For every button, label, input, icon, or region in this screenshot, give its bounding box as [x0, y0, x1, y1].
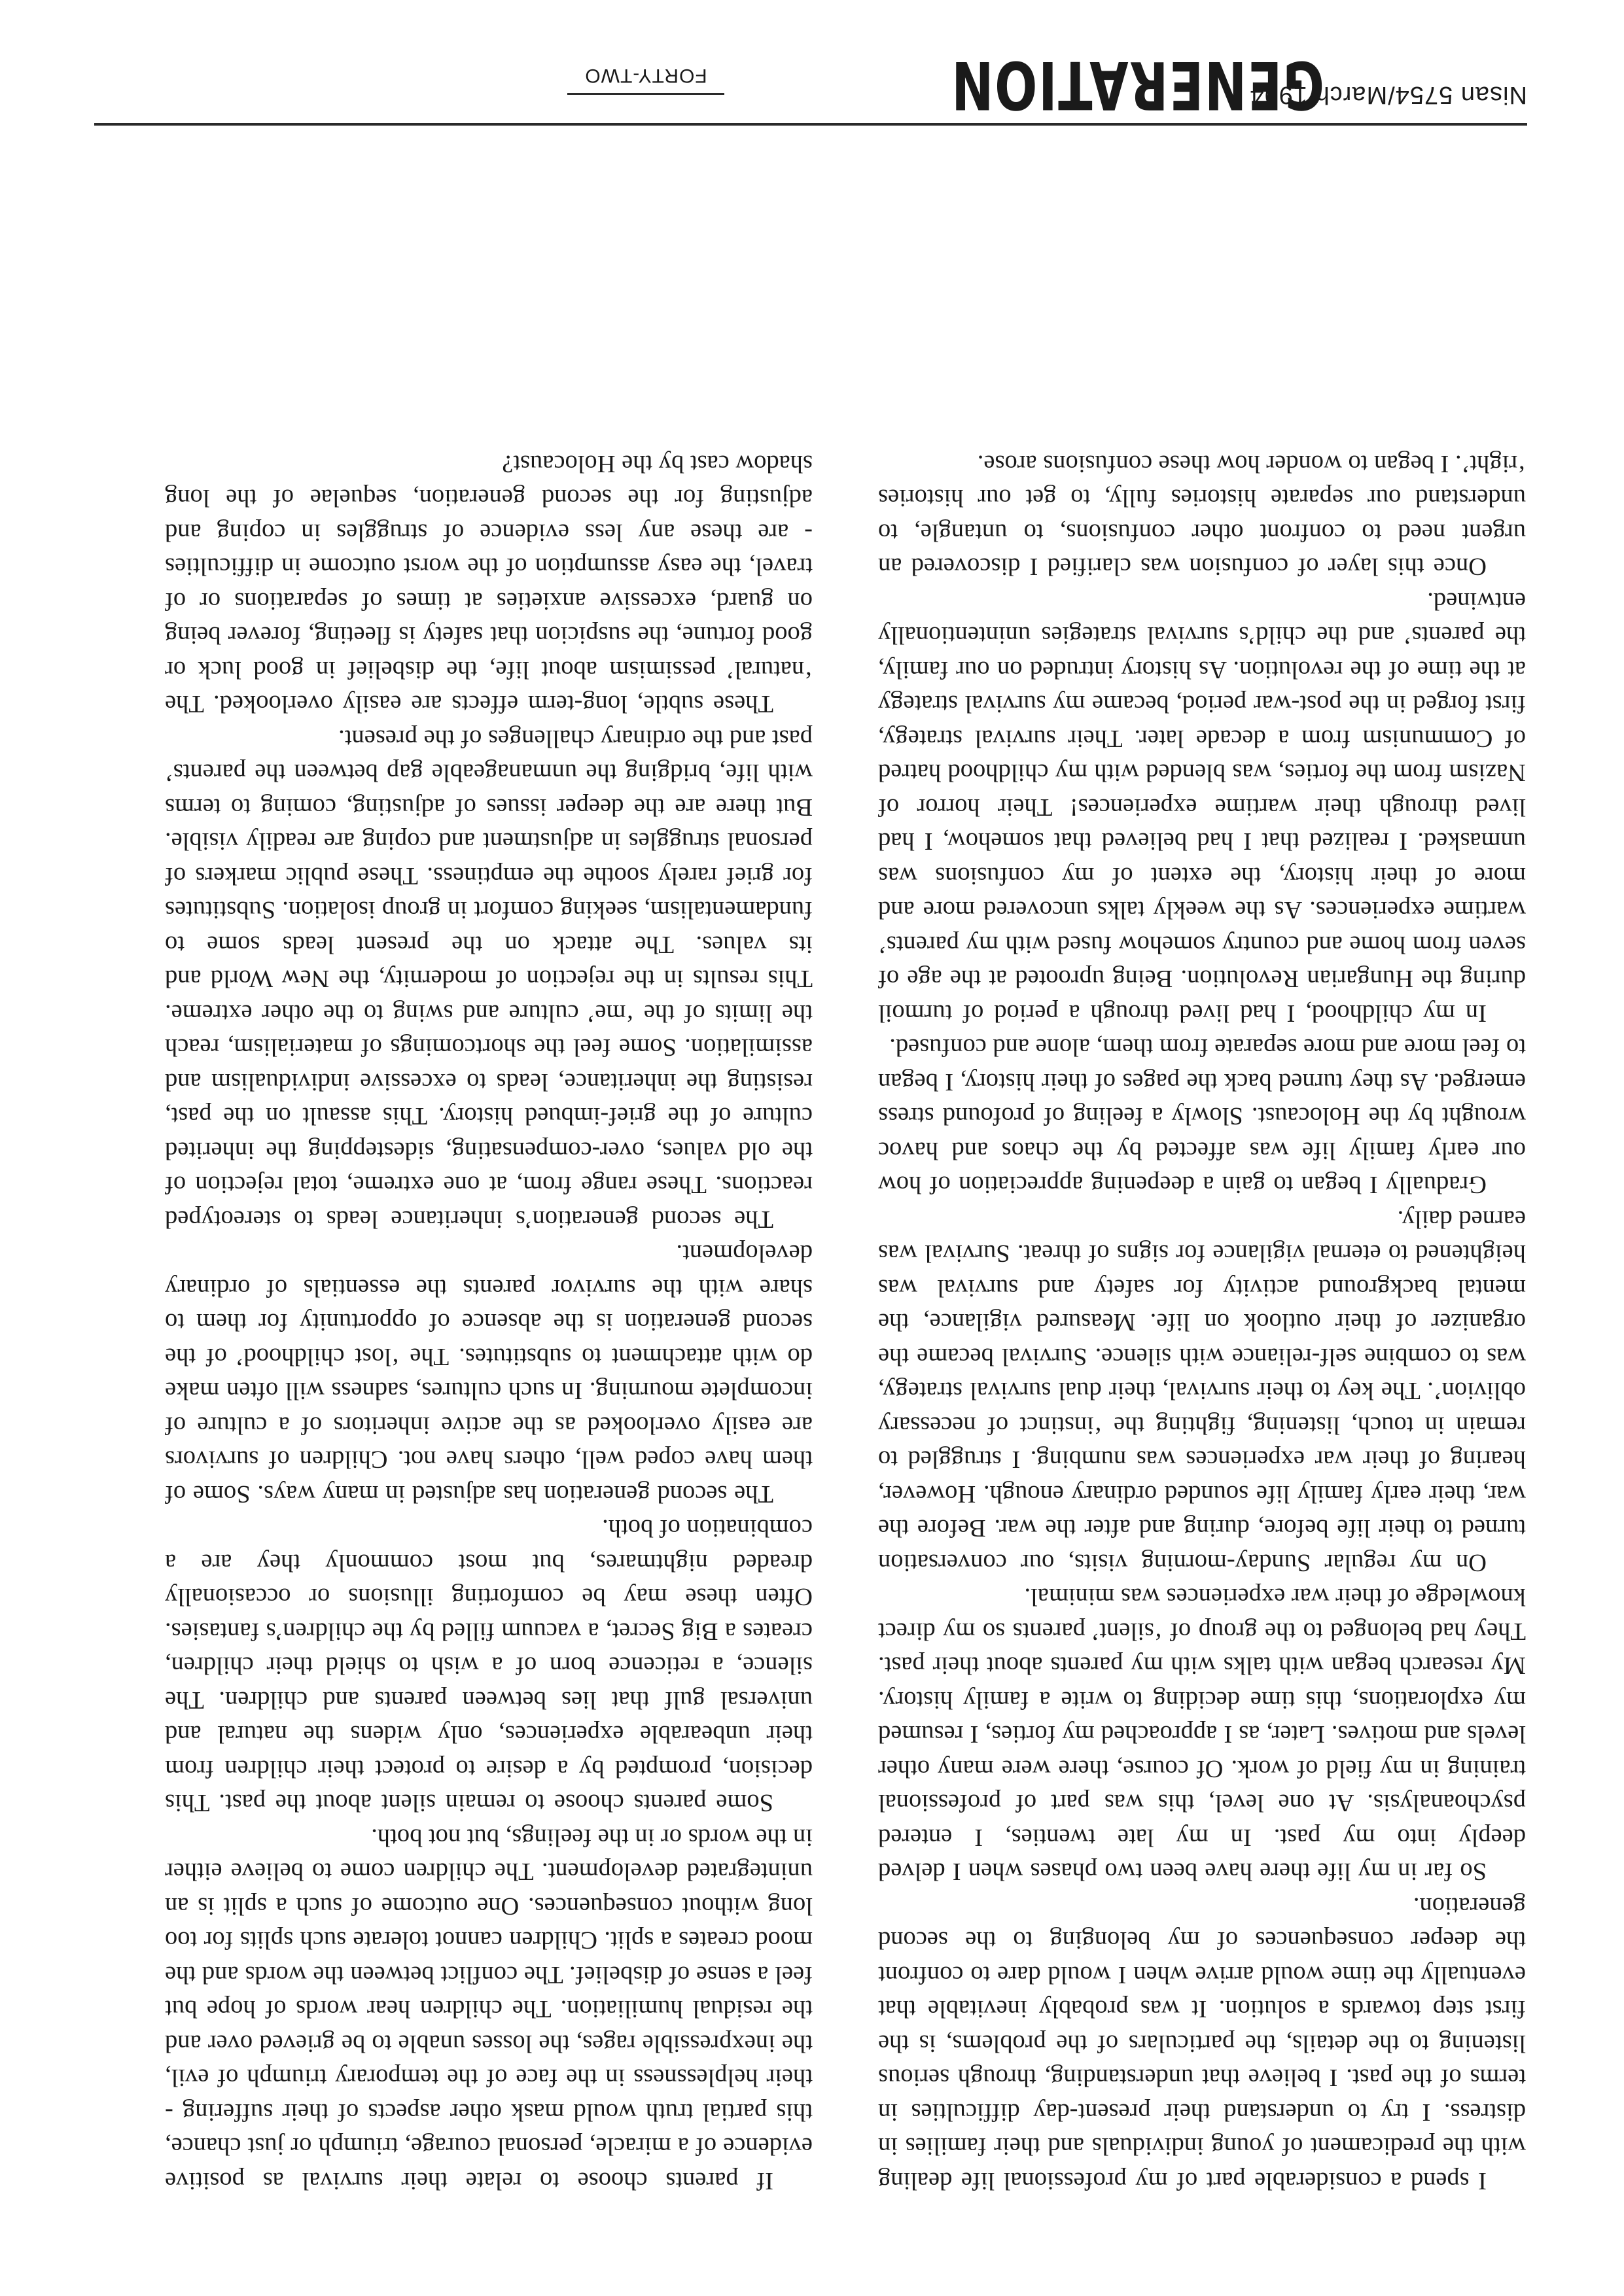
paragraph: Once this layer of confusion was clarified I discovered an urgent need to confront other confusions, to untangle, to understand our separate histories fully, to get our histories ‘right’. I began to wonder how these confusions arose.	[878, 450, 1526, 581]
paragraph: So far in my life there have been two phases when I delved deeply into my past. In my late twenties, I entered psychoanalysis. At one level, this was part of professional training in my field of work. Of course, there were many other levels and motives. Later, as I approached my forties, I resumed my explorations, this time deciding to write a family history. My research began with talks with my parents about their past. They had belonged to the group of ‘silent’ parents so my direct knowledge of their war experiences was minimal.	[878, 1583, 1526, 1886]
paragraph: The second generation has adjusted in many ways. Some of them have coped well, others have not. Children of survivors are easily overlooked as the active inheritors of a culture of incomplete mourning. In such cultures, sadness will often make do with attachment to substitutes. The ‘lost childhood’ of the second generation is the absence of opportunity for them to share with the survivor parents the essentials of ordinary development.	[165, 1240, 813, 1508]
publication-logo: GENERATION	[950, 46, 1324, 124]
page-number: FORTY-TWO	[584, 65, 707, 86]
paragraph: If parents choose to relate their survival as positive evidence of a miracle, personal courage, triumph or just chance, this partial truth would mask other aspects of their suffering - their helplessness in the face of the temporary triumph of evil, the inexpressible rages, the losses unable to be grieved over and the residual humiliation. The children hear words of hope but feel a sense of disbelief. The conflict between the words and the mood creates a split. Children cannot tolerate such splits for too long without consequences. One outcome of such a split is an unintegrated development. The children come to believe either in the words or in the feelings, but not both.	[165, 1824, 813, 2195]
paragraph: Some parents choose to remain silent about the past. This decision, prompted by a desire to protect their children from their unbearable experiences, only widens the natural and universal gulf that lies between parents and children. The silence, a reticence born of a wish to shield their children, creates a Big Secret, a vacuum filled by the children’s fantasies. Often these may be comforting illusions or occasionally dreaded nightmares, but most commonly they are a combination of both.	[165, 1514, 813, 1817]
paragraph: In my childhood, I had lived through a period of turmoil during the Hungarian Revolution. Being uprooted at the age of seven from home and country somehow fused with my parents’ wartime experiences. As the weekly talks uncovered more and more of their history, the extent of my confusions was unmasked. I realized that I had believed that somehow, I had lived through their wartime experiences! Their horror of Nazism from the forties, was blended with my childhood hatred of Communism from a decade later. Their survival strategy, first forged in the post-war period, became my survival strategy at the time of the revolution. As history intruded on our family, the parents’ and the child’s survival strategies unintentionally entwined.	[878, 587, 1526, 1027]
article-column-left	[878, 447, 1526, 2199]
issue-date: Nisan 5754/March 1994	[1249, 81, 1527, 109]
masthead-rule	[94, 123, 1527, 126]
paragraph: I spend a considerable part of my professional life dealing with the predicament of young individuals and their families in distress. I try to understand their present-day difficulties in terms of the past. I believe that understanding, through serious listening to the details, the particulars of the problems, is the first step towards a solution. It was probably inevitable that eventually the time would arrive when I would dare to confront the deeper consequences of my belonging to the second generation.	[878, 1892, 1526, 2195]
paragraph: Gradually I began to gain a deepening appreciation of how our early family life was affected by the chaos and havoc wrought by the Holocaust. Slowly a feeling of profound stress emerged. As they turned back the pages of their history, I began to feel more and more separate from them, alone and confused.	[878, 1034, 1526, 1199]
paragraph: The second generation’s inheritance leads to stereotyped reactions. These range from, at one extreme, total rejection of the old values, over-compensating, sidestepping the inherited culture of the grief-imbued history. This assault on the past, resisting the inheritance, leads to excessive individualism and assimilation. Some feel the shortcomings of materialism, reach the limits of the ‘me’ culture and swing to the other extreme. This results in the rejection of modernity, the New World and its values. The attack on the present leads some to fundamentalism, seeking comfort in group isolation. Substitutes for grief rarely soothe the emptiness. These public markers of personal struggles in adjustment and coping are readily visible. But there are the deeper issues of adjusting, coming to terms with life, bridging the unmanageable gap between the parents’ past and the ordinary challenges of the present.	[165, 725, 813, 1233]
paragraph: On my regular Sunday-morning visits, our conversation turned to their life before, during and after the war. Before the war, their early family life sounded ordinary enough. However, hearing of their war experiences was numbing. I struggled to remain in touch, listening, fighting the ‘instinct of necessary oblivion’. The key to their survival, their dual survival strategy, was to combine self-reliance with silence. Survival became the organizer of their outlook on life. Measured vigilance, the mental background activity for safety and survival was heightened to eternal vigilance for signs of threat. Survival was earned daily.	[878, 1206, 1526, 1576]
masthead	[94, 46, 1527, 124]
folio-rule	[567, 93, 724, 95]
article-column-right	[165, 447, 813, 2199]
paragraph: These subtle, long-term effects are easily overlooked. The ‘natural’ pessimism about life, the disbelief in good luck or good fortune, the suspicion that safety is fleeting, forever being on guard, excessive anxieties at times of separations or of travel, the easy assumption of the worst outcome in difficulties - are these any less evidence of struggles in coping and adjusting for the second generation, sequelae of the long shadow cast by the Holocaust?	[165, 450, 813, 718]
